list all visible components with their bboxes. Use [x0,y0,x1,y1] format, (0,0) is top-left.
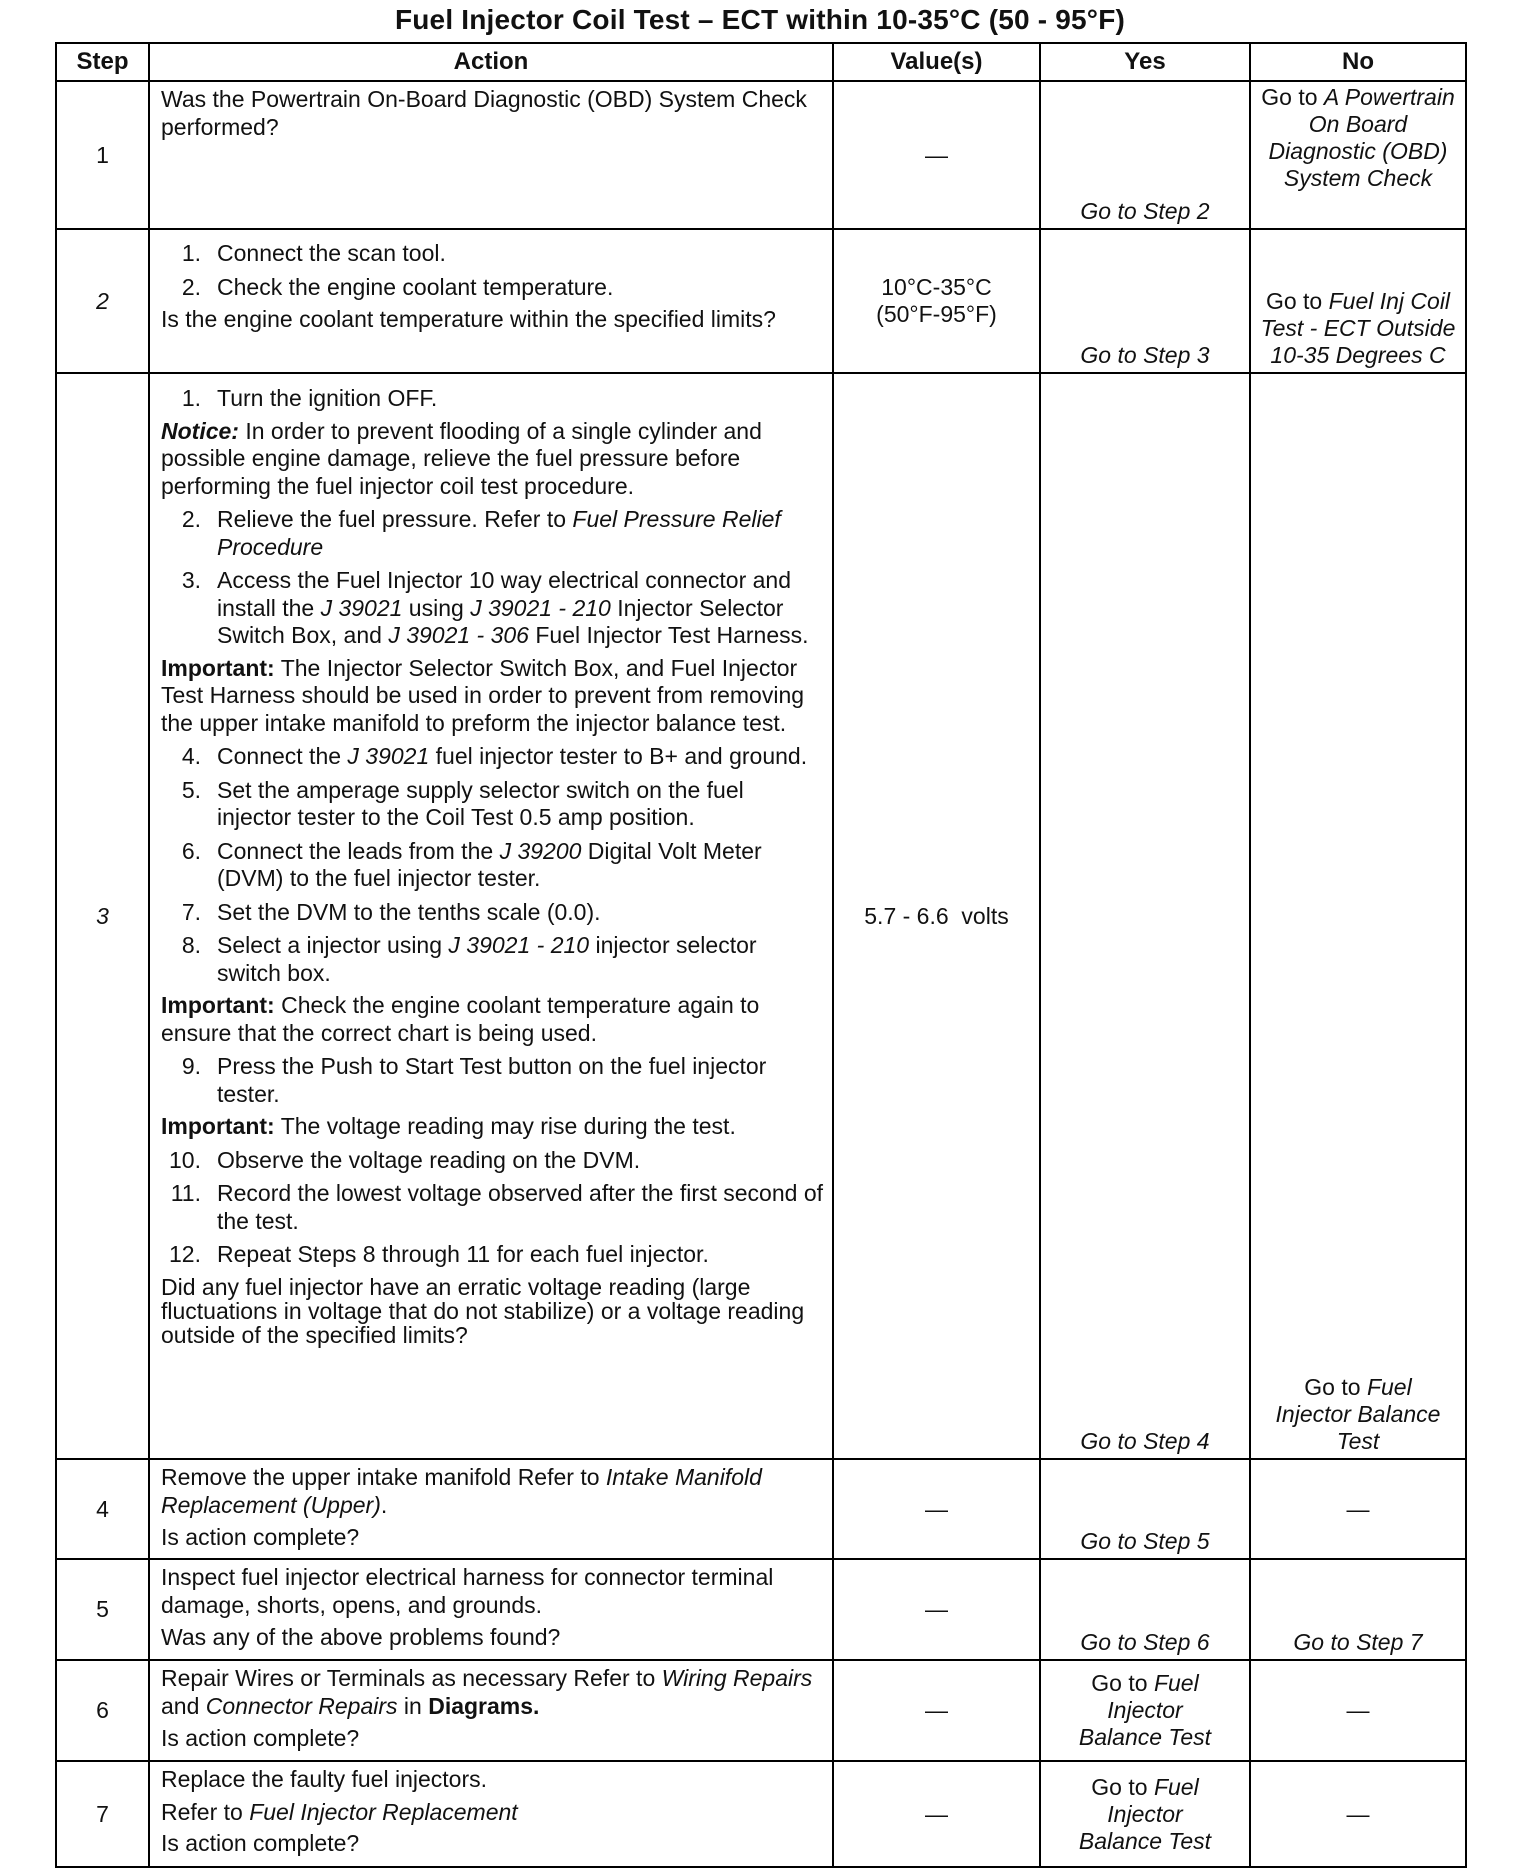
yes-cell[interactable] [1040,1761,1250,1867]
yes-link[interactable]: Fuel Injector Balance Test [1078,1670,1212,1750]
action-question: Did any fuel injector have an erratic voltage reading (large fluctuations in voltage that do not stabilize) or a voltage reading outside of the specified limits? [161,1273,805,1348]
no-link[interactable]: Fuel Injector Balance Test [1275,1374,1441,1454]
header-step: Step [56,43,149,81]
notice-note: Notice: In order to prevent flooding of a single cylinder and possible engine damage, relieve the fuel pressure before performing the fuel injector coil test procedure. [161,417,762,499]
important-note: Important: The Injector Selector Switch Box, and Fuel Injector Test Harness should be used in order to prevent from removing the upper intake manifold to preform the injector balance test. [161,654,805,736]
header-values: Value(s) [833,43,1040,81]
no-link[interactable]: Go to Step 7 [1293,1629,1423,1655]
step-number: 1 [56,81,149,229]
value-text: — [925,141,948,168]
header-no: No [1250,43,1466,81]
list-item: 8. Select a injector using J 39021 - 210 injector selector switch box. [181,932,757,986]
page-title: Fuel Injector Coil Test – ECT within 10-35°C (50 - 95°F) [394,4,1126,35]
action-text: Remove the upper intake manifold Refer to Intake Manifold Replacement (Upper). [161,1464,762,1518]
value-text: — [925,1697,948,1723]
yes-cell[interactable] [1040,373,1250,1459]
action-text: Was the Powertrain On-Board Diagnostic (OBD) System Check performed? [161,86,807,140]
table-header-row [56,43,1466,81]
list-item: 2. Relieve the fuel pressure. Refer to Fuel Pressure Relief Procedure [181,506,781,560]
action-cell [149,81,833,229]
action-text: Repair Wires or Terminals as necessary Refer to Wiring Repairs and Connector Repairs in Diagrams. [161,1665,813,1719]
table-row [56,1559,1466,1660]
value-cell [833,229,1040,373]
header-yes: Yes [1040,43,1250,81]
value-text: 5.7 - 6.6 volts [864,902,1009,929]
value-text: 10°C-35°C (50°F-95°F) [876,274,997,327]
action-cell [149,373,833,1459]
value-text: — [925,1596,948,1622]
list-item: 1. Turn the ignition OFF. [181,385,438,411]
no-cell [1250,1761,1466,1867]
table-row [56,1660,1466,1761]
yes-prefix: Go to [1091,1773,1154,1800]
yes-cell[interactable] [1040,81,1250,229]
table-row [56,81,1466,229]
list-item: 5. Set the amperage supply selector switch on the fuel injector tester to the Coil Test 0.5 amp position. [181,776,744,830]
no-text: — [1346,1697,1370,1723]
action-cell [149,1761,833,1867]
action-question: Is action complete? [161,1830,360,1856]
step-number: 7 [56,1761,149,1867]
table-row [56,229,1466,373]
action-question: Was any of the above problems found? [161,1624,561,1650]
no-link[interactable]: Fuel Inj Coil Test - ECT Outside 10-35 Degrees C [1260,288,1456,368]
action-cell [149,1459,833,1559]
value-cell [833,1761,1040,1867]
value-text: — [925,1495,948,1522]
step-number: 4 [56,1459,149,1559]
no-cell [1250,1660,1466,1761]
list-item: 7. Set the DVM to the tenths scale (0.0). [181,898,601,925]
list-item: 1. Connect the scan tool. [181,240,446,266]
table-row [56,1459,1466,1559]
list-item: 4. Connect the J 39021 fuel injector tester to B+ and ground. [181,743,808,769]
value-cell [833,81,1040,229]
yes-link[interactable]: Go to Step 6 [1080,1629,1210,1655]
no-text: — [1346,1800,1370,1827]
step-number: 5 [56,1559,149,1660]
yes-link[interactable]: Go to Step 3 [1080,342,1210,368]
action-question: Is the engine coolant temperature within the specified limits? [161,306,776,332]
value-cell [833,373,1040,1459]
yes-prefix: Go to [1091,1670,1154,1696]
step-number: 6 [56,1660,149,1761]
no-prefix: Go to [1304,1374,1367,1400]
header-action: Action [149,43,833,81]
no-prefix: Go to [1265,288,1329,314]
list-item: 6. Connect the leads from the J 39200 Digital Volt Meter (DVM) to the fuel injector tester. [181,837,762,891]
yes-cell[interactable] [1040,1559,1250,1660]
list-item: 12. Repeat Steps 8 through 11 for each fuel injector. [169,1241,709,1267]
list-item: 9. Press the Push to Start Test button on the fuel injector tester. [181,1053,767,1107]
action-question: Is action complete? [161,1524,360,1550]
list-item: 2. Check the engine coolant temperature. [181,273,614,300]
action-text: Replace the faulty fuel injectors. [161,1766,488,1792]
no-cell[interactable] [1250,81,1466,229]
diagnostic-table [55,42,1467,1868]
yes-link[interactable]: Go to Step 2 [1080,198,1210,224]
value-cell [833,1459,1040,1559]
list-item: 11. Record the lowest voltage observed after the first second of the test. [170,1180,823,1234]
table-row [56,373,1466,1459]
value-cell [833,1660,1040,1761]
no-prefix: Go to [1261,84,1324,110]
action-cell [149,1559,833,1660]
no-cell[interactable] [1250,229,1466,373]
value-text: — [925,1800,948,1827]
yes-cell[interactable] [1040,1459,1250,1559]
yes-cell[interactable] [1040,229,1250,373]
table-row [56,1761,1466,1867]
no-cell[interactable] [1250,1559,1466,1660]
action-question: Is action complete? [161,1725,360,1751]
action-reference: Refer to Fuel Injector Replacement [161,1798,518,1825]
list-item: 3. Access the Fuel Injector 10 way electrical connector and install the J 39021 using J 39021 - 210 Injector Selector Switch Box, and J 39021 - 306 Fuel Injector Test Harness. [181,567,809,648]
list-item: 10. Observe the voltage reading on the DVM. [169,1146,641,1173]
yes-link[interactable]: Go to Step 4 [1080,1428,1210,1454]
action-cell [149,1660,833,1761]
step-number: 3 [56,373,149,1459]
yes-link[interactable]: Fuel Injector Balance Test [1078,1773,1212,1854]
yes-link[interactable]: Go to Step 5 [1080,1528,1210,1554]
action-cell [149,229,833,373]
no-cell [1250,1459,1466,1559]
yes-cell[interactable] [1040,1660,1250,1761]
no-text: — [1346,1495,1370,1522]
step-number: 2 [56,229,149,373]
important-note: Important: The voltage reading may rise during the test. [161,1113,736,1139]
important-note: Important: Check the engine coolant temperature again to ensure that the correct chart is being used. [161,992,760,1046]
value-cell [833,1559,1040,1660]
no-cell[interactable] [1250,373,1466,1459]
no-link[interactable]: A Powertrain On Board Diagnostic (OBD) System Check [1268,84,1455,191]
action-text: Inspect fuel injector electrical harness for connector terminal damage, shorts, opens, and grounds. [161,1564,774,1618]
